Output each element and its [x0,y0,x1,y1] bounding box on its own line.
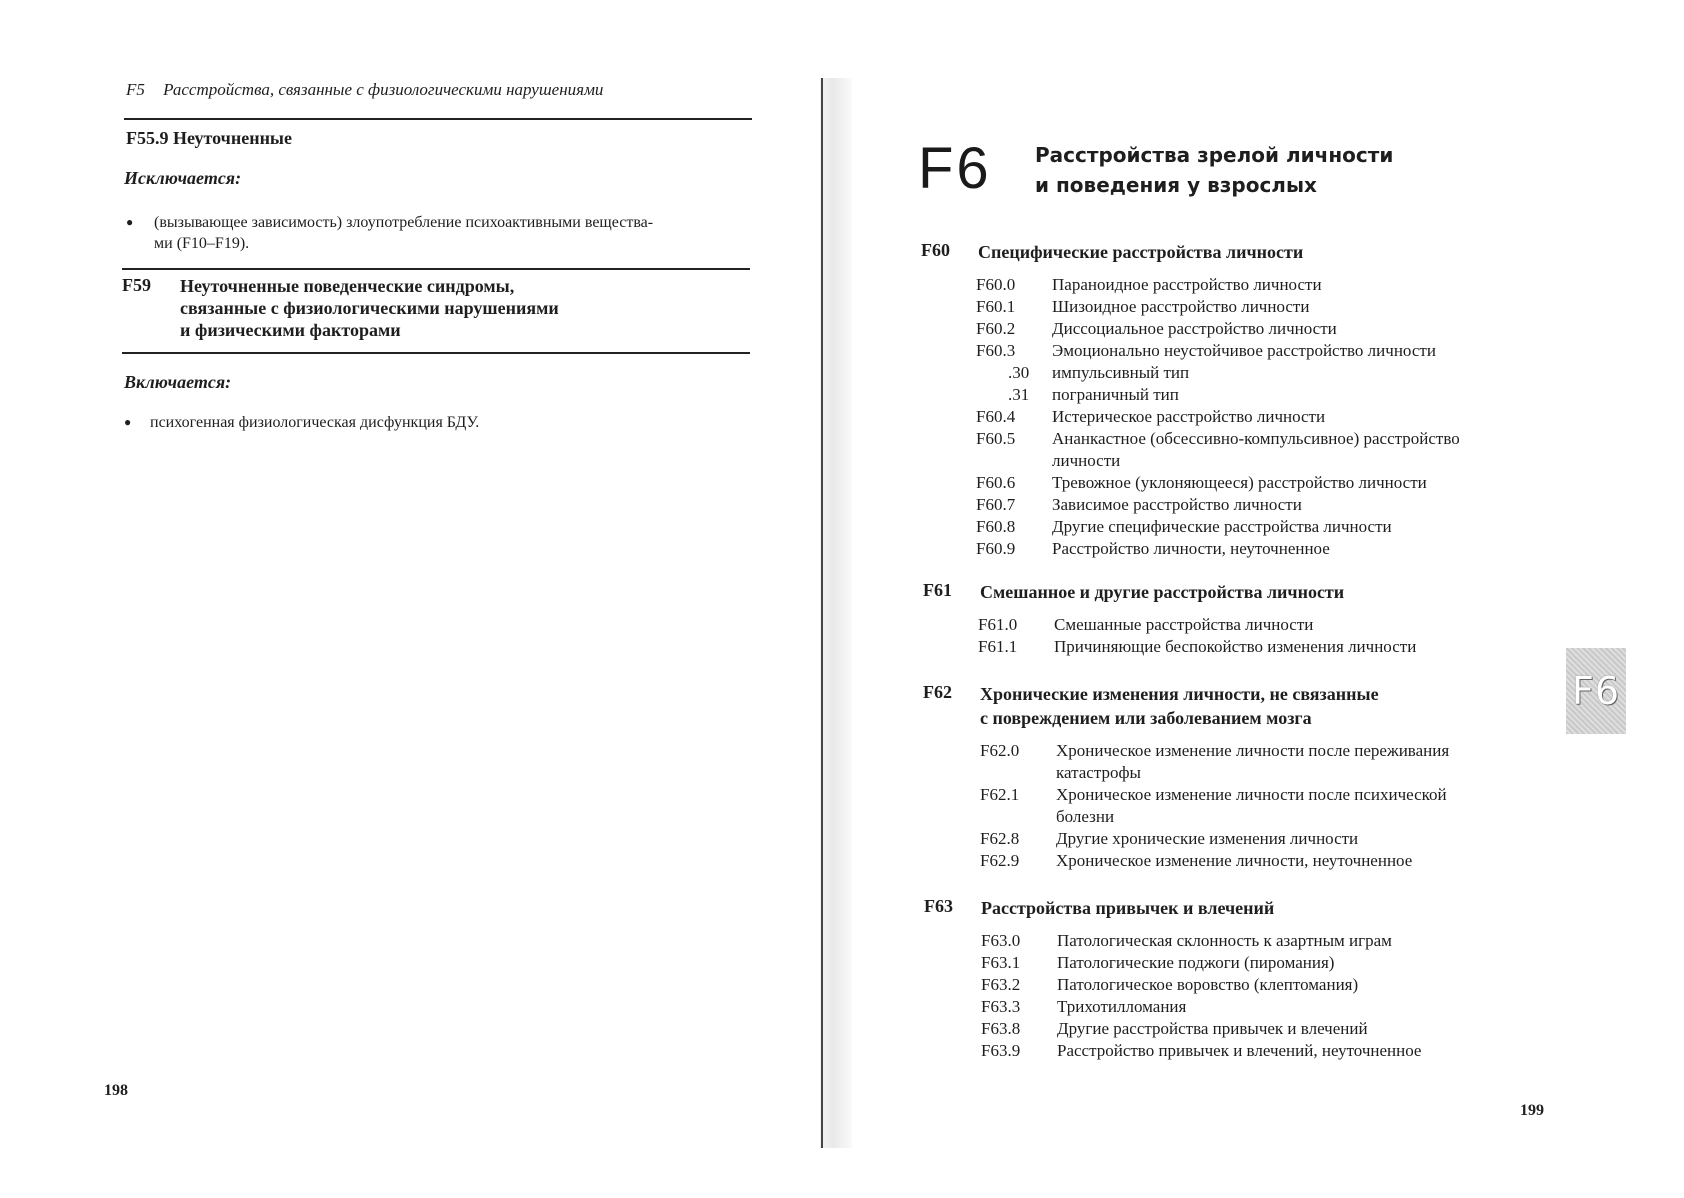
section-f60-code: F60 [921,240,950,260]
page-number-left: 198 [104,1082,128,1099]
section-f63-code: F63 [924,896,953,916]
section-f62-title-line1: Хронические изменения личности, не связанные [980,684,1379,704]
running-head-code: F5 [126,80,145,99]
section-f62-code: F62 [923,682,952,702]
includes-label: Включается: [124,372,232,392]
f55-9-code: F55.9 [126,128,169,148]
excludes-item-line2: ми (F10–F19). [154,235,250,252]
page-number-right: 199 [1520,1102,1544,1119]
section-f62-title-line2: с повреждением или заболеванием мозга [980,708,1312,728]
f59-bottom-rule [122,352,750,354]
f59-title-line3: и физическими факторами [180,320,401,340]
f55-9-heading [126,128,292,149]
excludes-item-line1: (вызывающее зависимость) злоупотребление психоактивными вещества- [154,214,654,231]
section-f63-title: Расстройства привычек и влечений [981,898,1275,918]
f55-9-title: Неуточненные [173,128,292,148]
section-f62-title [980,682,1379,730]
chapter-title [1035,140,1393,200]
f59-top-rule [122,268,750,270]
includes-item [124,412,480,433]
section-f61-title: Смешанное и другие расстройства личности [980,582,1345,602]
bullet-dot: ● [124,415,132,429]
includes-item-text: психогенная физиологическая дисфункция БДУ. [150,414,480,431]
chapter-thumb-tab: F6 [1566,648,1626,734]
f59-title-line2: связанные с физиологическими нарушениями [180,298,559,318]
running-head [126,80,603,100]
excludes-item [126,212,654,254]
section-f60-title: Специфические расстройства личности [978,242,1304,262]
section-f61-code: F61 [923,580,952,600]
running-head-title: Расстройства, связанные с физиологическими нарушениями [163,80,604,99]
f59-title [180,275,559,341]
excludes-label: Исключается: [124,168,242,188]
f59-title-line1: Неуточненные поведенческие синдромы, [180,276,515,296]
bullet-dot: ● [126,215,134,229]
running-head-rule [124,118,752,120]
chapter-code: F6 [918,136,992,201]
book-gutter-line [821,78,823,1148]
chapter-title-line1: Расстройства зрелой личности [1035,143,1394,167]
chapter-title-line2: и поведения у взрослых [1035,173,1317,197]
book-spine-shadow [820,78,852,1148]
f59-code: F59 [122,275,151,295]
